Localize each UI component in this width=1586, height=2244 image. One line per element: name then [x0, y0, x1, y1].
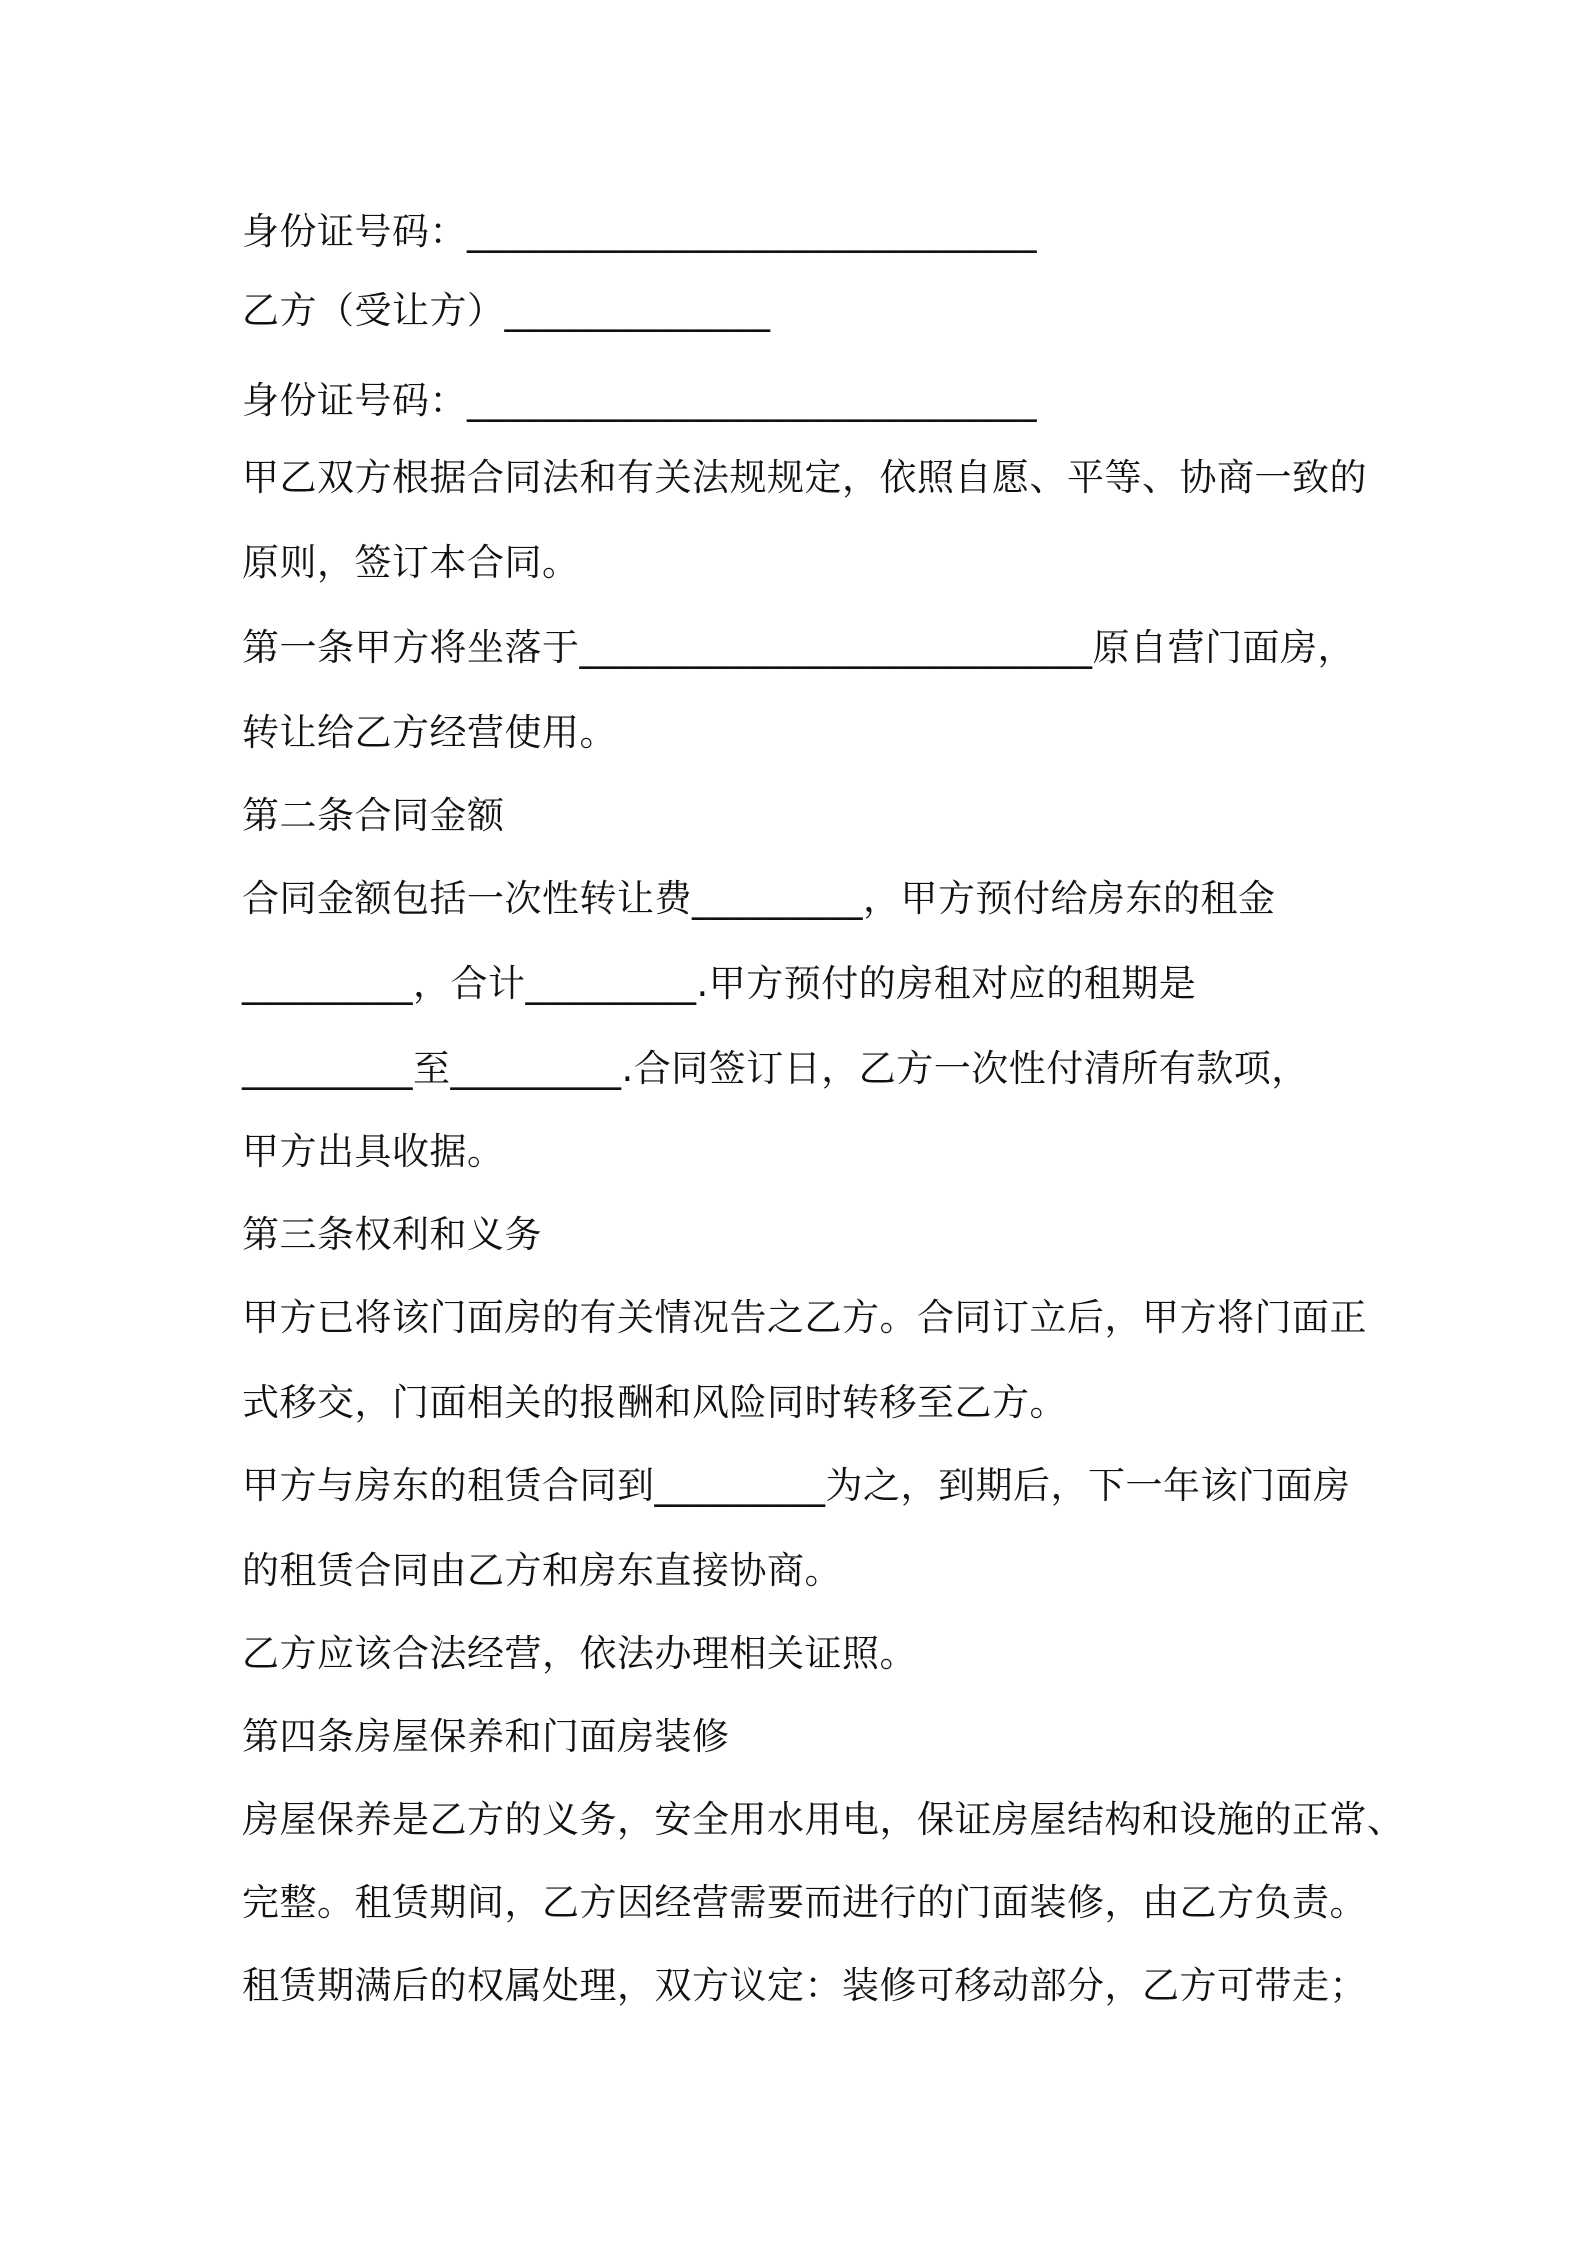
article-3-line-5: 乙方应该合法经营，依法办理相关证照。 [242, 1632, 917, 1675]
article-2-line-2: _________，合计_________.甲方预付的房租对应的租期是 [242, 962, 1197, 1005]
article-4-line-1: 房屋保养是乙方的义务，安全用水用电，保证房屋结构和设施的正常、 [242, 1798, 1405, 1841]
article-1-line-1: 第一条甲方将坐落于___________________________原自营门面房， [242, 626, 1355, 669]
article-3-line-3: 甲方与房东的租赁合同到_________为之，到期后，下一年该门面房 [242, 1464, 1351, 1507]
article-3-line-2: 式移交，门面相关的报酬和风险同时转移至乙方。 [242, 1381, 1067, 1424]
article-2-line-1: 合同金额包括一次性转让费_________，甲方预付给房东的租金 [242, 877, 1276, 920]
article-4-line-3: 租赁期满后的权属处理，双方议定：装修可移动部分，乙方可带走； [242, 1964, 1367, 2007]
article-3-heading: 第三条权利和义务 [242, 1213, 542, 1256]
article-2-line-3: _________至_________.合同签订日，乙方一次性付清所有款项， [242, 1047, 1309, 1090]
article-3-line-1: 甲方已将该门面房的有关情况告之乙方。合同订立后，甲方将门面正 [242, 1296, 1367, 1339]
article-2-heading: 第二条合同金额 [242, 794, 505, 837]
preamble-line-1: 甲乙双方根据合同法和有关法规规定，依照自愿、平等、协商一致的 [242, 456, 1367, 499]
article-1-line-2: 转让给乙方经营使用。 [242, 711, 617, 754]
article-2-line-4: 甲方出具收据。 [242, 1130, 505, 1173]
party-b-line: 乙方（受让方）______________ [242, 289, 771, 332]
article-4-line-2: 完整。租赁期间，乙方因经营需要而进行的门面装修，由乙方负责。 [242, 1881, 1367, 1924]
preamble-line-2: 原则，签订本合同。 [242, 541, 580, 584]
article-3-line-4: 的租赁合同由乙方和房东直接协商。 [242, 1549, 842, 1592]
id-number-line-party-a: 身份证号码：______________________________ [242, 210, 1037, 253]
id-number-line-party-b: 身份证号码：______________________________ [242, 379, 1037, 422]
article-4-heading: 第四条房屋保养和门面房装修 [242, 1715, 730, 1758]
